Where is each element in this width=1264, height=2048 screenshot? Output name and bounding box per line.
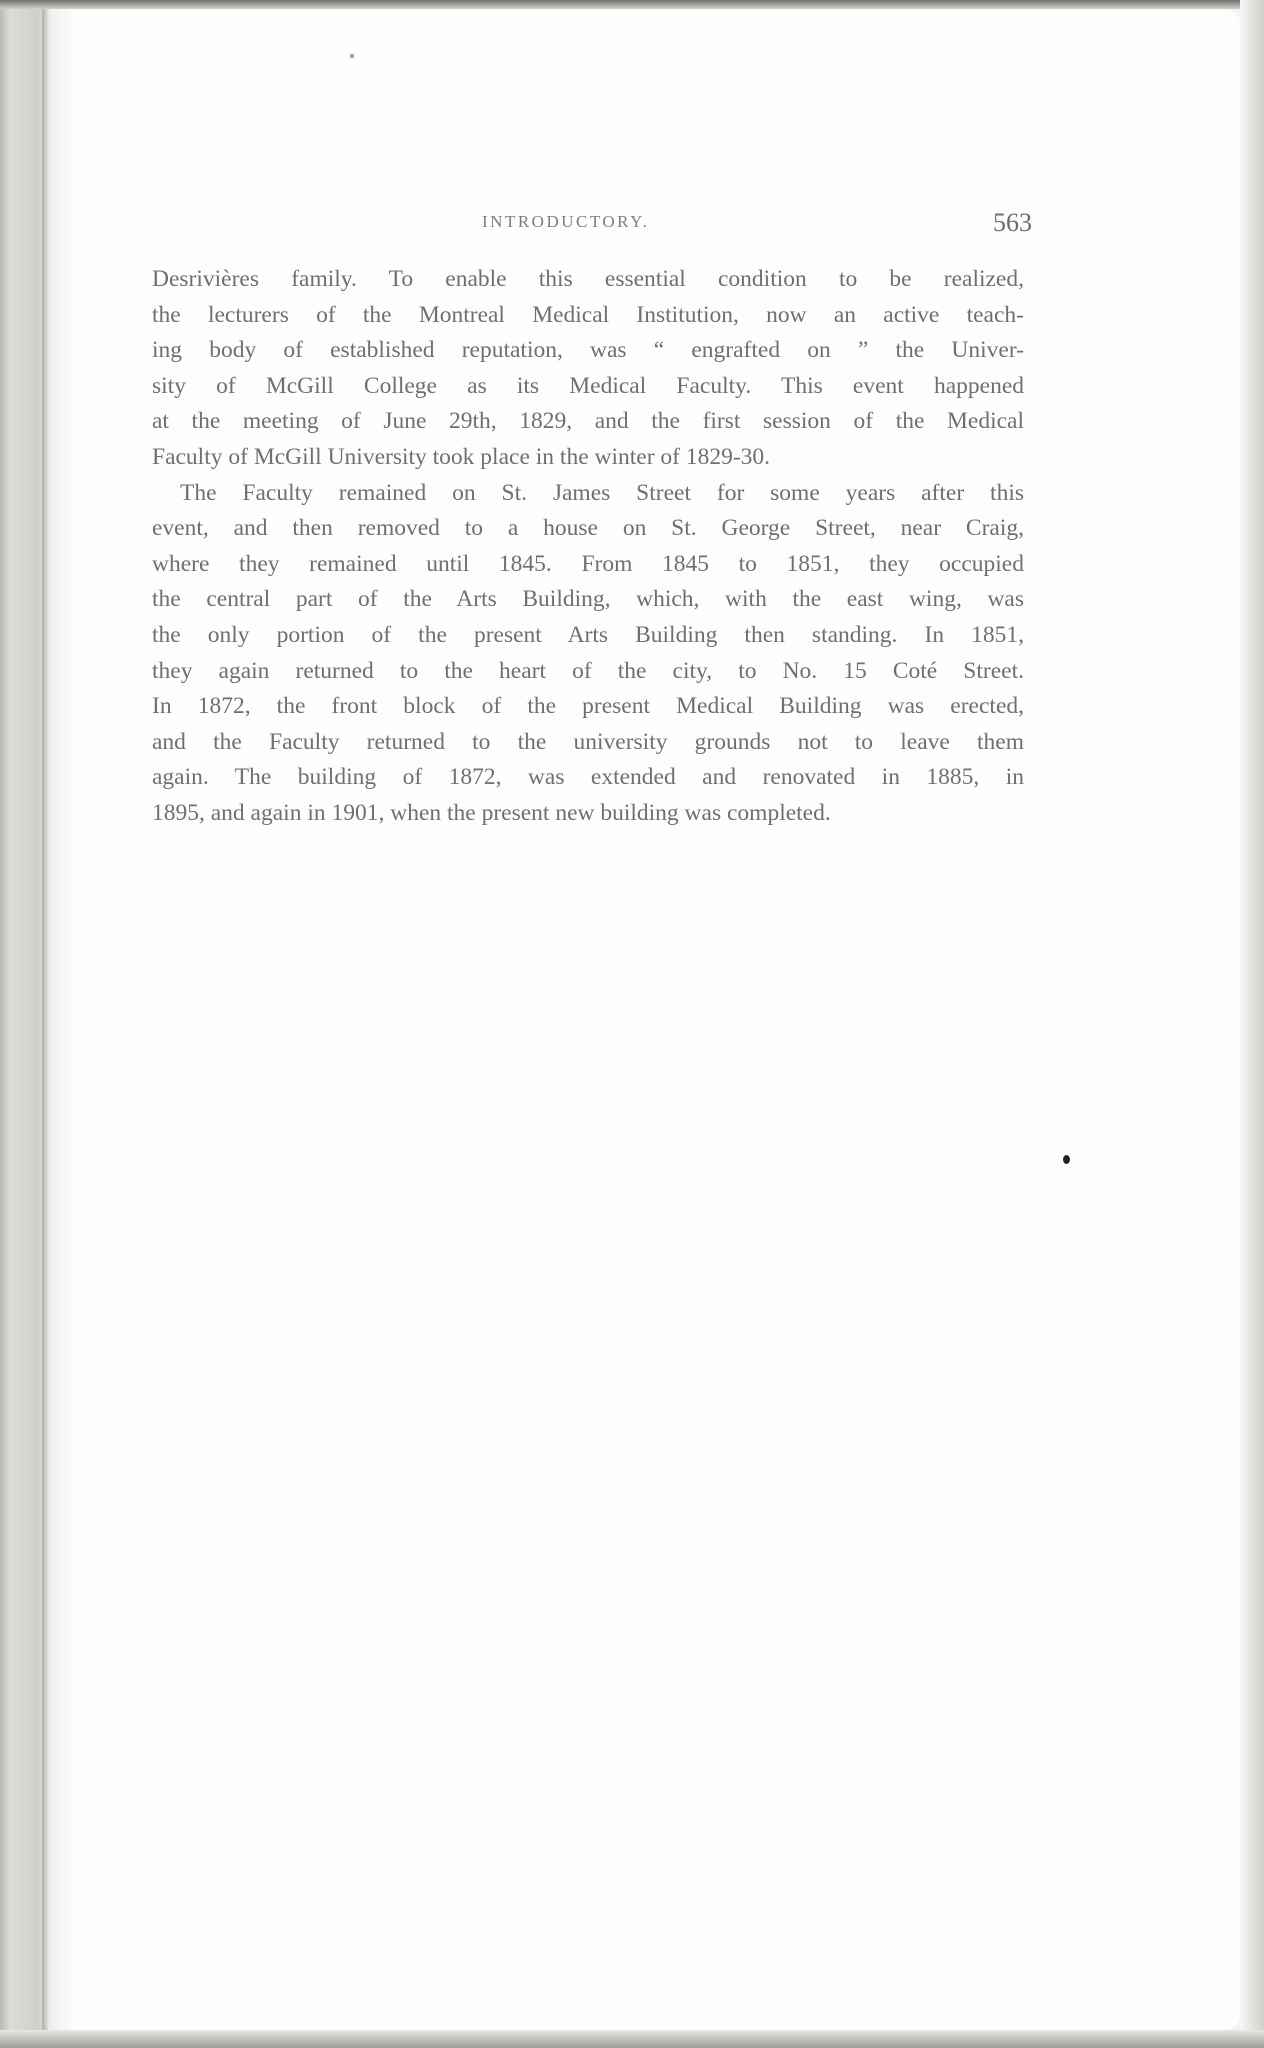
binding-crease [42,0,48,2048]
text-line: they again returned to the heart of the city, to No. 15 Coté Street. [152,657,1024,684]
text-line: event, and then removed to a house on St. George Street, near Craig, [152,515,1024,542]
scan-top-edge [0,0,1264,9]
paragraph [152,262,1024,476]
text-line: Faculty of McGill University took place in the winter of 1829-30. [152,443,771,470]
text-line: the only portion of the present Arts Building then standing. In 1851, [152,621,1024,648]
text-line: the lecturers of the Montreal Medical Institution, now an active teach- [152,301,1024,328]
text-line: and the Faculty returned to the university grounds not to leave them [152,728,1024,755]
text-line: Desrivières family. To enable this essential condition to be realized, [152,266,1024,292]
text-line: at the meeting of June 29th, 1829, and the first session of the Medical [152,408,1024,435]
text-line: ing body of established reputation, was “ engrafted on ” the Univer- [152,337,1024,364]
running-title: INTRODUCTORY. [482,212,650,231]
text-line: where they remained until 1845. From 1845 to 1851, they occupied [152,550,1024,577]
scan-bottom-edge [0,2030,1264,2048]
text-line: the central part of the Arts Building, which, with the east wing, was [152,586,1024,613]
text-line: The Faculty remained on St. James Street for some years after this [180,479,1024,506]
text-line: again. The building of 1872, was extended and renovated in 1885, in [152,764,1024,791]
running-head [72,208,1032,240]
page-right-edge [1240,0,1264,2048]
text-line: 1895, and again in 1901, when the present new building was completed. [152,799,831,826]
text-line: sity of McGill College as its Medical Faculty. This event happened [152,372,1024,399]
ink-speck-right [1063,1155,1070,1164]
page-number: 563 [993,208,1032,237]
book-binding-shadow [0,0,72,2048]
ink-speck-top [350,54,354,58]
paragraph [152,476,1024,832]
body-text [152,262,1024,832]
text-line: In 1872, the front block of the present Medical Building was erected, [152,693,1024,720]
